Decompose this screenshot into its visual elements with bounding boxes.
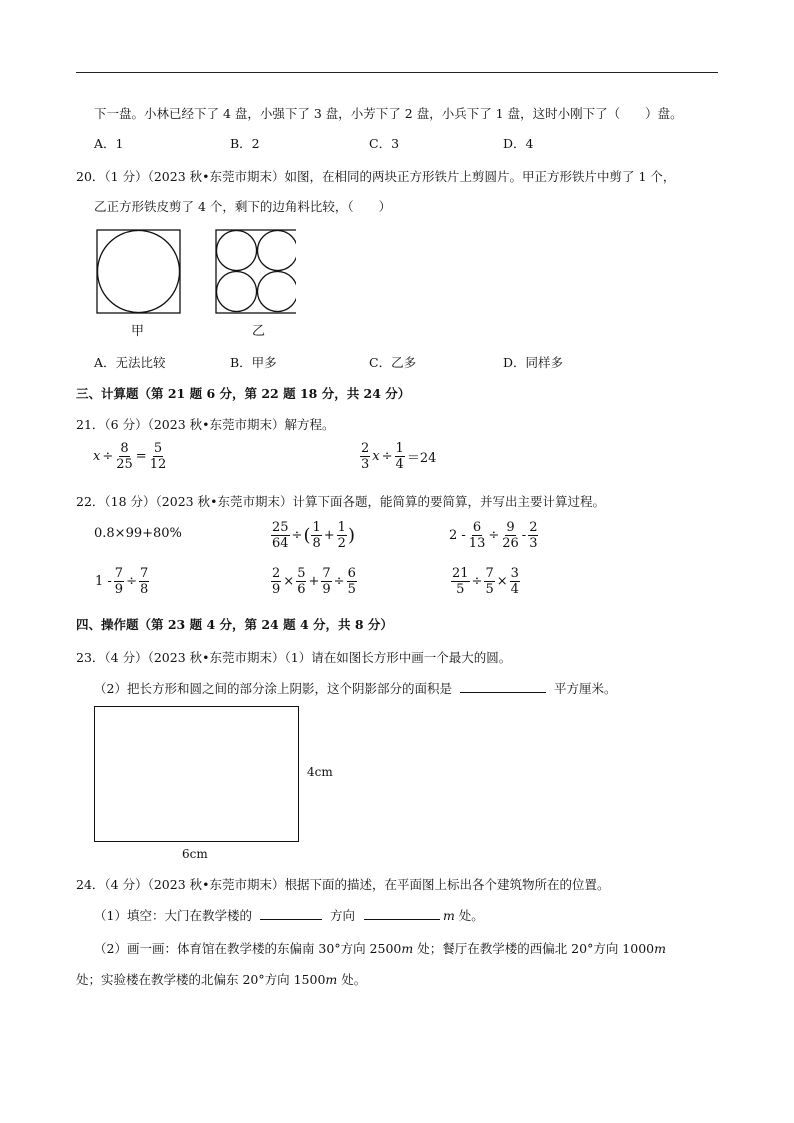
q20-label-yi: 乙 <box>252 324 266 339</box>
q21-equation-1: x ÷ $\frac{8}{25}$ = $\frac{5}{12}$ <box>93 441 167 472</box>
circle-b1 <box>217 231 257 271</box>
q23-answer-blank[interactable] <box>460 681 546 693</box>
q23-height-label: 4cm <box>307 765 333 779</box>
q24-direction-blank[interactable] <box>260 908 322 920</box>
q20-label-jia: 甲 <box>131 324 145 339</box>
q22-stem: 22．（18 分）（2023 秋•东莞市期末）计算下面各题，能简算的要简算，并写出主要计算过程。 <box>76 494 605 509</box>
q22-expr-6: $\frac{21}{5}$ ÷ $\frac{7}{5}$ × $\frac{3}{4}$ <box>452 566 519 597</box>
q23-stem-line1: 23．（4 分）（2023 秋•东莞市期末）（1）请在如图长方形中画一个最大的圆。 <box>76 650 512 665</box>
section4-heading: 四、操作题（第 23 题 4 分，第 24 题 4 分，共 8 分） <box>76 617 393 632</box>
square-b <box>216 230 296 313</box>
q20-option-d: D．同样多 <box>503 355 564 370</box>
q19-option-a: A．1 <box>94 136 124 151</box>
q19-option-d: D．4 <box>503 136 534 151</box>
q24-draw-line2: 处；实验楼在教学楼的北偏东 20°方向 1500m 处。 <box>76 972 367 987</box>
circle-a <box>98 231 180 313</box>
q22-expr-3: 2 - $\frac{6}{13}$ ÷ $\frac{9}{26}$ - $\frac{2}{3}$ <box>449 520 538 551</box>
q24-fill-line: （1）填空：大门在教学楼的 方向 m 处。 <box>94 908 484 923</box>
q20-stem-line1: 20．（1 分）（2023 秋•东莞市期末）如图，在相同的两块正方形铁片上剪圆片。甲正方形铁片中剪了 1 个， <box>76 169 676 184</box>
circle-b2 <box>258 231 297 271</box>
q20-option-c: C．乙多 <box>369 355 417 370</box>
q20-figure <box>96 229 296 315</box>
q24-stem: 24．（4 分）（2023 秋•东莞市期末）根据下面的描述，在平面图上标出各个建筑物所在的位置。 <box>76 877 610 892</box>
q21-stem: 21．（6 分）（2023 秋•东莞市期末）解方程。 <box>76 417 335 432</box>
q20-option-b: B．甲多 <box>230 355 277 370</box>
q19-text: 下一盘。小林已经下了 4 盘，小强下了 3 盘，小芳下了 2 盘，小兵下了 1 盘，这时小刚下了（ ）盘。 <box>94 106 683 121</box>
q22-expr-4: 1 - $\frac{7}{9}$ ÷ $\frac{7}{8}$ <box>95 566 149 597</box>
header-rule <box>76 72 718 73</box>
q19-option-c: C．3 <box>369 136 400 151</box>
q22-expr-2: $\frac{25}{64}$ ÷ ( $\frac{1}{8}$ + $\frac{1}{2}$ ) <box>272 520 355 551</box>
q22-expr-5: $\frac{2}{9}$ × $\frac{5}{6}$ + $\frac{7}{9}$ ÷ $\frac{6}{5}$ <box>272 566 356 597</box>
q19-option-b: B．2 <box>230 136 260 151</box>
circle-b4 <box>258 272 297 312</box>
section3-heading: 三、计算题（第 21 题 6 分，第 22 题 18 分，共 24 分） <box>76 386 411 401</box>
circle-b3 <box>217 272 257 312</box>
q21-equation-2: $\frac{2}{3}$ x ÷ $\frac{1}{4}$ ＝24 <box>361 441 437 472</box>
q23-stem-line2: （2）把长方形和圆之间的部分涂上阴影，这个阴影部分的面积是 平方厘米。 <box>94 681 617 696</box>
q20-option-a: A．无法比较 <box>94 355 166 370</box>
q23-width-label: 6cm <box>182 847 208 861</box>
q22-expr-1: 0.8×99+80% <box>94 526 182 541</box>
q24-draw-line1: （2）画一画：体育馆在教学楼的东偏南 30°方向 2500m 处；餐厅在教学楼的西偏北 20°方向 1000m <box>94 941 666 956</box>
q20-stem-line2: 乙正方形铁皮剪了 4 个，剩下的边角料比较，（ ） <box>94 199 392 214</box>
q23-rectangle[interactable] <box>94 706 299 842</box>
q24-distance-blank[interactable] <box>364 908 440 920</box>
